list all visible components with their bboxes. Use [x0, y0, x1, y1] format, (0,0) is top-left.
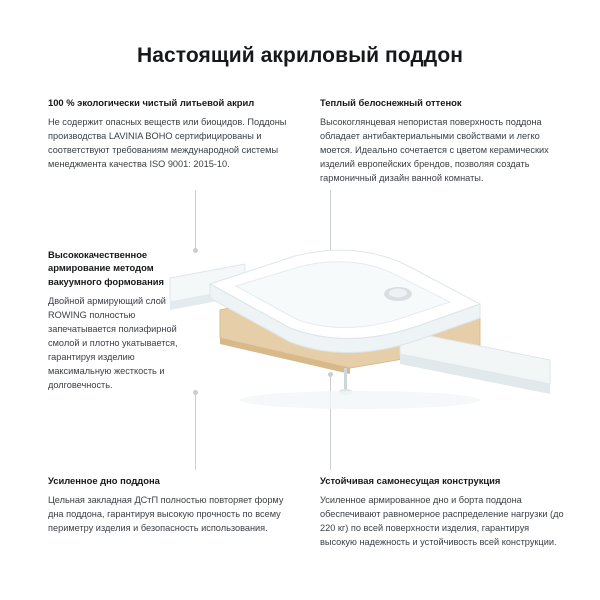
text-block-acryl — [48, 96, 296, 172]
block-heading-reinforcement: Высококачественное армирование методом вакуумного формования — [48, 249, 164, 287]
block-body-bottom: Цельная закладная ДСтП полностью повторяет форму дна поддона, гарантируя высокую прочность по всему периметру изделия и безопасность использования. — [48, 495, 284, 534]
block-heading-construction: Устойчивая самонесущая конструкция — [320, 475, 501, 486]
text-block-construction — [320, 474, 566, 550]
block-heading-tint: Теплый белоснежный оттенок — [320, 97, 462, 108]
block-body-tint: Высокоглянцевая непористая поверхность поддона обладает антибактериальными свойствами и легко моется. Идеально сочетается с цветом керамических изделий европейских брендов, позволяя создать гармоничный дизайн ванной комнаты. — [320, 117, 549, 184]
text-block-reinforcement — [48, 248, 196, 393]
block-heading-bottom: Усиленное дно поддона — [48, 475, 160, 486]
block-body-construction: Усиленное армированное дно и борта поддона обеспечивают равномерное распределение нагрузки (до 220 кг) по всей поверхности изделия, гарантируя высокую надежность и устойчивость всей конструкции. — [320, 495, 564, 548]
block-body-reinforcement: Двойной армирующий слой ROWING полностью запечатывается полиэфирной смолой и плотно укатывается, гарантируя изделию максимальную жесткость и долговечность. — [48, 296, 178, 390]
text-block-tint — [320, 96, 558, 186]
illustration-acrylic-tray — [150, 222, 570, 422]
block-heading-acryl: 100 % экологически чистый литьевой акрил — [48, 97, 255, 108]
block-body-acryl: Не содержит опасных веществ или биоцидов. Поддоны производства LAVINIA BOHO сертифицированы и соответствуют требованиям международной системы менеджмента качества ISO 9001: 2015-10. — [48, 117, 287, 170]
text-block-bottom — [48, 474, 296, 536]
page-title: Настоящий акриловый поддон — [136, 44, 464, 67]
